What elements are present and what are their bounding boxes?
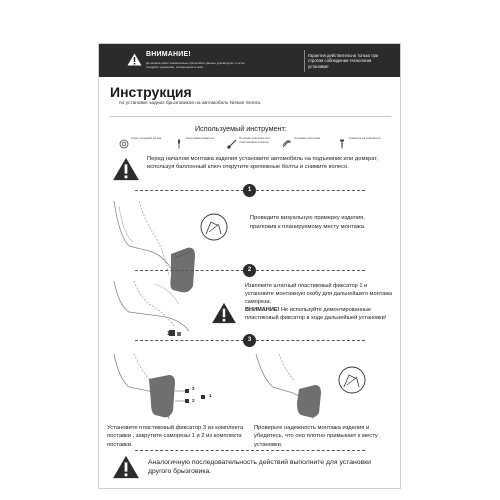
fixator-removal-illustration xyxy=(109,276,209,348)
screw-icon xyxy=(337,139,347,149)
step3-left-text: Установите пластиковый фиксатор 3 из комплекта поставки , закрутите саморезы 1 и 2 из комплекта поставки. xyxy=(107,425,244,448)
tool-item: Ключ торцевой 10 мм xyxy=(119,137,163,155)
step-number: 2 xyxy=(243,264,256,277)
callout-3: 3 xyxy=(192,386,195,391)
warning-title: ВНИМАНИЕ! xyxy=(146,51,191,58)
warning-icon xyxy=(211,302,237,324)
warning-icon xyxy=(112,157,140,181)
page-title: Инструкция xyxy=(110,84,192,100)
mudflap-installation-illustration xyxy=(109,349,229,421)
instruction-sheet xyxy=(98,43,401,489)
socket-wrench-icon xyxy=(119,139,129,149)
callout-2: 2 xyxy=(192,398,195,403)
tool-item: Саморез из комплекта xyxy=(337,137,381,155)
step-number: 3 xyxy=(243,334,256,347)
intro-instruction: Перед началом монтажа изделия установите автомобиль на подъемник или домкрат, используя баллонный ключ открутите крепежные болты и снимите колесо. xyxy=(147,156,378,170)
tool-item: Съемник пистонов xyxy=(282,137,326,155)
clip-remover-icon xyxy=(282,139,292,149)
screwdriver-icon xyxy=(174,139,184,149)
step2-warning-label: ВНИМАНИЕ! xyxy=(245,307,280,313)
tool-item: Плоская отвертка или пластиковая лопатка xyxy=(227,137,271,155)
detail-circle-icon xyxy=(337,365,367,395)
step3-right-text: Проверьте надежность монтажа изделия и убедитесь, что оно плотно примыкает к месту установки. xyxy=(254,425,378,448)
step-number: 1 xyxy=(243,184,256,197)
guarantee-note: Гарантия действительна только при строгом соблюдении технологии установки! xyxy=(308,53,379,69)
warning-banner xyxy=(99,44,400,77)
banner-divider xyxy=(304,50,305,72)
warning-subtext: До начала работ внимательно прочитайте данное руководство и четко следуйте указаниям, изложенным в нем! xyxy=(146,61,245,69)
tools-title: Используемый инструмент: xyxy=(195,124,287,133)
callout-1b: 1 xyxy=(209,393,212,398)
step2-warning-text: Не используйте демонтированные пластиковый фиксатор в ходе дальнейшей установки! xyxy=(245,307,387,321)
divider xyxy=(109,116,391,117)
detail-circle-icon xyxy=(199,212,229,242)
callout-1: 1 xyxy=(167,331,170,337)
warning-icon xyxy=(127,53,142,66)
step-divider xyxy=(135,450,365,451)
step1-text: Проведите визуальную примерку изделия, приложив к планируемому месту монтажа. xyxy=(250,215,366,230)
page-subtitle: по установке задних брызговиков на автомобиль Nissan Sentra. xyxy=(119,101,262,106)
flat-screwdriver-icon xyxy=(227,139,237,149)
mudflap-installed-illustration xyxy=(251,349,391,421)
step2-text: Извлеките штатный пластиковый фиксатор 1 и установите монтажную скобу для дальнейшего монтажа самореза. ВНИМАНИЕ! Не используйте демонтированные пластиковый фиксатор в ходе дальнейшей установки! xyxy=(245,283,393,321)
tools-list xyxy=(119,137,384,155)
outro-instruction: Аналогичную последовательность действий выполните для установки другого брызговика. xyxy=(148,459,371,475)
tool-item: Крестовая отвертка xyxy=(174,137,218,155)
warning-icon xyxy=(112,455,140,479)
